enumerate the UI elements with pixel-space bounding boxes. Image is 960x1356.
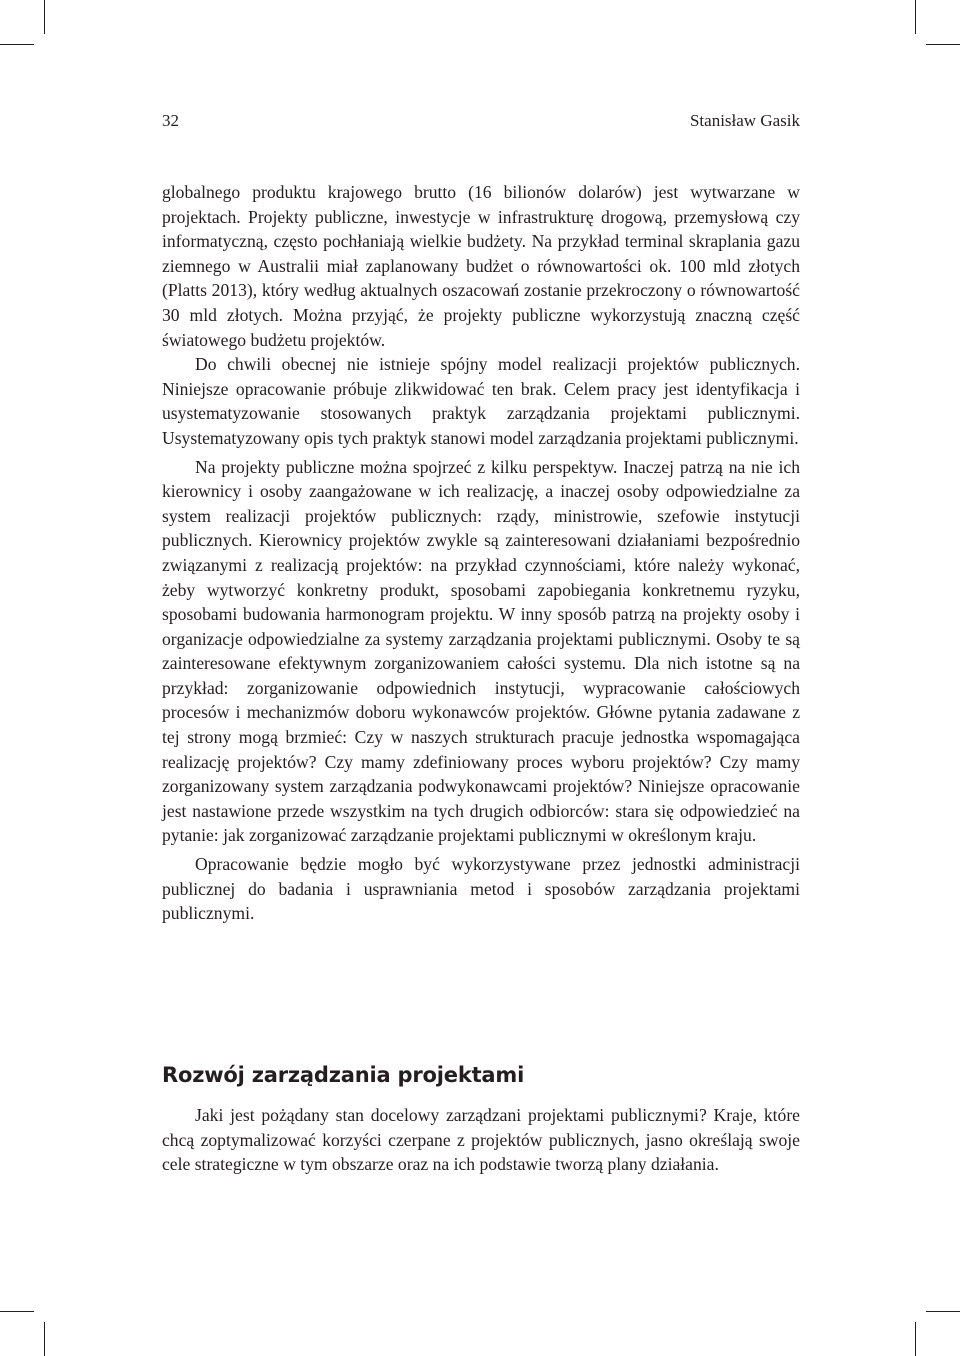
body-text	[162, 180, 800, 926]
running-head	[162, 111, 800, 131]
section-body	[162, 1103, 800, 1177]
paragraph-2: Do chwili obecnej nie istnieje spójny model realizacji projektów publicznych. Niniejsze opracowanie próbuje zlikwidować ten brak. Celem pracy jest identyfikacja i usystematyzowanie stosowanych praktyk zarządzania projektami publicznymi. Usystematyzowany opis tych praktyk stanowi model zarządzania projektami publicznymi.	[162, 354, 800, 448]
section-paragraph-1: Jaki jest pożądany stan docelowy zarządzani projektami publicznymi? Kraje, które chcą zoptymalizować korzyści czerpane z projektów publicznych, jasno określają swoje cele strategiczne w tym obszarze oraz na ich podstawie tworzą plany działania.	[162, 1105, 800, 1175]
crop-mark-right-bottom	[926, 1311, 960, 1312]
page-number: 32	[162, 111, 179, 130]
crop-mark-left-top	[0, 44, 34, 45]
crop-mark-bottom-left	[44, 1322, 45, 1356]
crop-mark-top-left	[44, 0, 45, 34]
paragraph-3: Na projekty publiczne można spojrzeć z kilku perspektyw. Inaczej patrzą na nie ich kierownicy i osoby zaangażowane w ich realizację, a inaczej osoby odpowiedzialne za system realizacji projektów publicznych: rządy, ministrowie, szefowie instytucji publicznych. Kierownicy projektów zwykle są zainteresowani działaniami bezpośrednio związanymi z realizacją projektów: na przykład czynnościami, które należy wykonać, żeby wytworzyć konkretny produkt, sposobami zapobiegania konkretnemu ryzyku, sposobami budowania harmonogram projektu. W inny sposób patrzą na projekty osoby i organizacje odpowiedzialne za systemy zarządzania projektami publicznymi. Osoby te są zainteresowane efektywnym zorganizowaniem całości systemu. Dla nich istotne są na przykład: zorganizowanie odpowiednich instytucji, wypracowanie całościowych procesów i mechanizmów doboru wykonawców projektów. Główne pytania zadawane z tej strony mogą brzmieć: Czy w naszych strukturach pracuje jednostka wspomagająca realizację projektów? Czy mamy zdefiniowany proces wyboru projektów? Czy mamy zorganizowany system zarządzania podwykonawcami projektów? Niniejsze opracowanie jest nastawione przede wszystkim na tych drugich odbiorców: stara się odpowiedzieć na pytanie: jak zorganizować zarządzanie projektami publicznymi w określonym kraju.	[162, 456, 800, 846]
crop-mark-top-right	[915, 0, 916, 34]
crop-mark-left-bottom	[0, 1311, 34, 1312]
crop-mark-right-top	[926, 44, 960, 45]
crop-mark-bottom-right	[915, 1322, 916, 1356]
section-heading: Rozwój zarządzania projektami	[162, 1063, 525, 1087]
author-name: Stanisław Gasik	[689, 111, 800, 130]
paragraph-1: globalnego produktu krajowego brutto (16 bilionów dolarów) jest wytwarzane w projektach. Projekty publiczne, inwestycje w infrastrukturę drogową, przemysłową czy informatyczną, często pochłaniają wielkie budżety. Na przykład terminal skraplania gazu ziemnego w Australii miał zaplanowany budżet o równowartości ok. 100 mld złotych (Platts 2013), który według aktualnych oszacowań zostanie przekroczony o równowartość 30 mld złotych. Można przyjąć, że projekty publiczne wykorzystują znaczną część światowego budżetu projektów.	[162, 182, 800, 350]
paragraph-4: Opracowanie będzie mogło być wykorzystywane przez jednostki administracji publicznej do badania i usprawniania metod i sposobów zarządzania projektami publicznymi.	[162, 854, 800, 924]
